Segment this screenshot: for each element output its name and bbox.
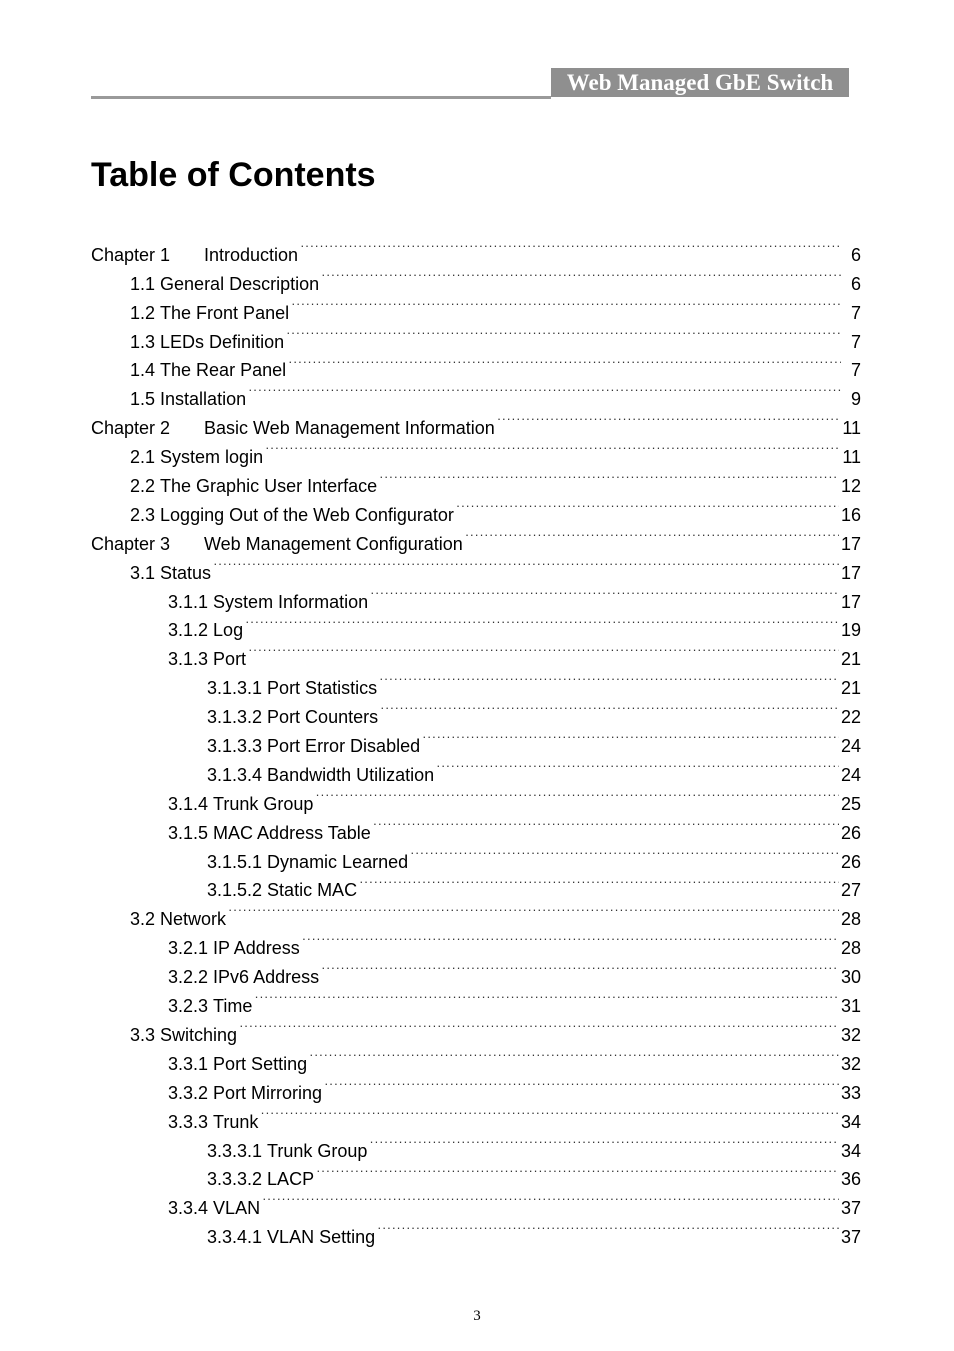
toc-entry-page: 28	[840, 909, 861, 930]
toc-entry-label: Static MAC	[267, 880, 358, 901]
toc-entry-page: 30	[840, 967, 861, 988]
toc-entry-number: Chapter 1	[91, 244, 171, 265]
toc-entry-number: 3.2.1	[168, 938, 209, 959]
toc-entry-label: Switching	[160, 1024, 238, 1045]
toc-dot-leader	[245, 608, 839, 637]
toc-entry-label: Port Mirroring	[213, 1082, 323, 1103]
toc-entry-page: 17	[840, 591, 861, 612]
toc-entry-number: 2.2	[130, 476, 156, 497]
toc-entry[interactable]	[91, 839, 861, 872]
toc-dot-leader	[369, 1128, 839, 1157]
toc-entry-number: 3.2	[130, 909, 156, 930]
toc-entry-label: Network	[160, 909, 227, 930]
toc-entry-label: Trunk	[213, 1111, 259, 1132]
toc-entry-label: VLAN	[213, 1198, 261, 1219]
toc-entry-number: 1.1	[130, 273, 156, 294]
toc-entry[interactable]	[91, 376, 861, 410]
toc-entry[interactable]	[91, 261, 861, 294]
toc-dot-leader	[260, 1099, 839, 1128]
toc-entry-page: 21	[840, 649, 861, 670]
toc-dot-leader	[316, 1157, 839, 1186]
toc-entry-number: 3.3.4	[168, 1198, 209, 1219]
toc-entry-page: 26	[840, 822, 861, 843]
header-rule	[91, 96, 551, 99]
toc-entry[interactable]	[91, 1012, 861, 1045]
toc-entry-number: 3.3	[130, 1024, 156, 1045]
toc-entry-label: Port Error Disabled	[267, 736, 421, 757]
toc-entry[interactable]	[91, 896, 861, 930]
toc-entry-number: 3.1.5.1	[207, 851, 263, 872]
toc-dot-leader	[262, 1185, 839, 1214]
toc-entry[interactable]	[91, 1214, 861, 1248]
toc-entry-label: The Front Panel	[160, 302, 290, 323]
toc-entry-number: 3.1.5.2	[207, 880, 263, 901]
toc-entry-number: 3.1.1	[168, 591, 209, 612]
toc-entry-label: Port Setting	[213, 1053, 308, 1074]
toc-entry-page: 31	[840, 996, 861, 1017]
toc-entry[interactable]	[91, 608, 861, 641]
toc-entry-label: Time	[213, 996, 253, 1017]
toc-dot-leader	[300, 232, 841, 261]
toc-entry-number: 1.4	[130, 360, 156, 381]
toc-dot-leader	[321, 261, 841, 290]
toc-entry-label: Trunk Group	[267, 1140, 368, 1161]
toc-entry-number: 3.2.2	[168, 967, 209, 988]
toc-entry-page: 11	[842, 418, 861, 439]
toc-dot-leader	[248, 636, 839, 665]
toc-dot-leader	[377, 1214, 839, 1243]
toc-entry-label: Port	[213, 649, 247, 670]
toc-dot-leader	[436, 752, 839, 781]
toc-entry-page: 6	[850, 273, 861, 294]
toc-dot-leader	[302, 925, 839, 954]
table-of-contents	[91, 232, 861, 1248]
toc-dot-leader	[228, 896, 839, 925]
toc-entry-page: 12	[840, 476, 861, 497]
toc-entry-page: 17	[840, 562, 861, 583]
toc-entry-page: 7	[850, 360, 861, 381]
toc-entry-page: 25	[840, 793, 861, 814]
toc-entry[interactable]	[91, 521, 861, 554]
toc-dot-leader	[213, 550, 839, 579]
toc-entry-number: 3.1.2	[168, 620, 209, 641]
toc-dot-leader	[410, 839, 839, 868]
toc-entry-page: 24	[840, 764, 861, 785]
toc-entry-label: MAC Address Table	[213, 822, 371, 843]
toc-entry-number: 3.1.4	[168, 793, 209, 814]
toc-entry-number: 3.3.4.1	[207, 1227, 263, 1248]
toc-dot-leader	[465, 521, 839, 550]
toc-dot-leader	[359, 868, 839, 897]
toc-entry-number: 3.3.2	[168, 1082, 209, 1103]
toc-dot-leader	[309, 1041, 839, 1070]
toc-entry-label: The Rear Panel	[160, 360, 287, 381]
toc-entry-page: 37	[840, 1227, 861, 1248]
toc-dot-leader	[373, 810, 839, 839]
toc-entry[interactable]	[91, 463, 861, 497]
toc-entry-label: The Graphic User Interface	[160, 476, 378, 497]
toc-entry-label: Port Statistics	[267, 678, 378, 699]
toc-entry-label: General Description	[160, 273, 320, 294]
toc-entry-number: 3.1.3.2	[207, 707, 263, 728]
toc-entry[interactable]	[91, 434, 861, 468]
toc-entry-page: 7	[850, 302, 861, 323]
toc-entry[interactable]	[91, 752, 861, 785]
toc-dot-leader	[324, 1070, 839, 1099]
toc-entry[interactable]	[91, 954, 861, 988]
toc-entry-page: 32	[840, 1053, 861, 1074]
toc-entry-page: 26	[840, 851, 861, 872]
toc-entry-number: Chapter 3	[91, 533, 171, 554]
toc-entry-number: 3.3.3	[168, 1111, 209, 1132]
toc-dot-leader	[315, 781, 839, 810]
toc-entry[interactable]	[91, 781, 861, 814]
toc-entry-number: 3.3.3.1	[207, 1140, 263, 1161]
toc-dot-leader	[254, 983, 839, 1012]
toc-dot-leader	[370, 579, 839, 608]
toc-entry[interactable]	[91, 983, 861, 1017]
toc-entry-page: 33	[840, 1082, 861, 1103]
toc-entry[interactable]	[91, 579, 861, 612]
toc-entry-number: 1.2	[130, 302, 156, 323]
toc-entry[interactable]	[91, 232, 861, 265]
toc-entry-page: 11	[842, 447, 861, 468]
toc-dot-leader	[456, 492, 839, 521]
toc-entry[interactable]	[91, 290, 861, 323]
toc-entry-page: 27	[840, 880, 861, 901]
toc-dot-leader	[379, 665, 839, 694]
toc-entry-label: IPv6 Address	[213, 967, 320, 988]
toc-dot-leader	[288, 348, 841, 377]
toc-entry[interactable]	[91, 810, 861, 843]
toc-entry-number: 3.1.5	[168, 822, 209, 843]
toc-entry-label: Basic Web Management Information	[204, 418, 495, 439]
toc-entry-page: 9	[850, 389, 861, 410]
toc-entry-number: 3.1.3.3	[207, 736, 263, 757]
toc-entry[interactable]	[91, 1099, 861, 1132]
toc-entry-page: 22	[840, 707, 861, 728]
toc-entry-label: Logging Out of the Web Configurator	[160, 504, 454, 525]
toc-entry[interactable]	[91, 665, 861, 699]
toc-entry-number: 3.1	[130, 562, 156, 583]
toc-entry-page: 7	[850, 331, 861, 352]
toc-entry-number: 2.3	[130, 504, 156, 525]
toc-entry[interactable]	[91, 348, 861, 381]
toc-dot-leader	[497, 405, 841, 434]
toc-dot-leader	[265, 434, 840, 463]
toc-entry-label: System login	[160, 447, 264, 468]
toc-entry-number: Chapter 2	[91, 418, 171, 439]
toc-entry-label: Port Counters	[267, 707, 379, 728]
toc-entry-number: 3.2.3	[168, 996, 209, 1017]
toc-entry-page: 24	[840, 736, 861, 757]
page-number: 3	[473, 1308, 481, 1324]
toc-entry[interactable]	[91, 636, 861, 670]
toc-entry-page: 6	[850, 244, 861, 265]
toc-entry-label: Status	[160, 562, 212, 583]
header-title: Web Managed GbE Switch	[551, 68, 849, 97]
toc-entry-label: System Information	[213, 591, 369, 612]
toc-entry-label: Log	[213, 620, 244, 641]
toc-entry[interactable]	[91, 694, 861, 728]
toc-dot-leader	[286, 319, 841, 348]
toc-entry-label: Dynamic Learned	[267, 851, 409, 872]
toc-entry-page: 34	[840, 1140, 861, 1161]
toc-entry[interactable]	[91, 1185, 861, 1219]
toc-entry-label: Introduction	[204, 244, 299, 265]
toc-entry-page: 21	[840, 678, 861, 699]
toc-entry-page: 19	[840, 620, 861, 641]
toc-entry-label: Bandwidth Utilization	[267, 764, 435, 785]
toc-entry-page: 32	[840, 1024, 861, 1045]
toc-entry-page: 37	[840, 1198, 861, 1219]
toc-entry-page: 36	[840, 1169, 861, 1190]
toc-dot-leader	[239, 1012, 839, 1041]
toc-entry-page: 17	[840, 533, 861, 554]
toc-entry-number: 3.3.1	[168, 1053, 209, 1074]
toc-entry-page: 28	[840, 938, 861, 959]
toc-entry[interactable]	[91, 319, 861, 352]
toc-entry[interactable]	[91, 1128, 861, 1161]
toc-entry-page: 34	[840, 1111, 861, 1132]
toc-dot-leader	[422, 723, 839, 752]
toc-dot-leader	[248, 376, 841, 405]
toc-entry-number: 3.1.3.1	[207, 678, 263, 699]
toc-entry-number: 3.3.3.2	[207, 1169, 263, 1190]
toc-dot-leader	[379, 463, 839, 492]
toc-entry[interactable]	[91, 550, 861, 583]
toc-entry[interactable]	[91, 1157, 861, 1190]
toc-entry-label: Installation	[160, 389, 247, 410]
toc-entry-label: LACP	[267, 1169, 315, 1190]
toc-entry[interactable]	[91, 492, 861, 525]
toc-dot-leader	[380, 694, 839, 723]
page-title: Table of Contents	[91, 156, 376, 194]
toc-entry[interactable]	[91, 925, 861, 959]
toc-entry-number: 3.1.3.4	[207, 764, 263, 785]
toc-entry-label: VLAN Setting	[267, 1227, 376, 1248]
toc-entry-label: Web Management Configuration	[204, 533, 463, 554]
toc-entry-number: 1.3	[130, 331, 156, 352]
toc-entry-number: 2.1	[130, 447, 156, 468]
toc-entry-number: 3.1.3	[168, 649, 209, 670]
toc-dot-leader	[321, 954, 839, 983]
toc-entry[interactable]	[91, 405, 861, 439]
toc-entry-label: IP Address	[213, 938, 300, 959]
toc-dot-leader	[291, 290, 841, 319]
toc-entry-page: 16	[840, 504, 861, 525]
toc-entry[interactable]	[91, 868, 861, 901]
toc-entry[interactable]	[91, 1070, 861, 1103]
toc-entry-label: LEDs Definition	[160, 331, 285, 352]
toc-entry[interactable]	[91, 723, 861, 757]
toc-entry-label: Trunk Group	[213, 793, 314, 814]
toc-entry[interactable]	[91, 1041, 861, 1074]
toc-entry-number: 1.5	[130, 389, 156, 410]
